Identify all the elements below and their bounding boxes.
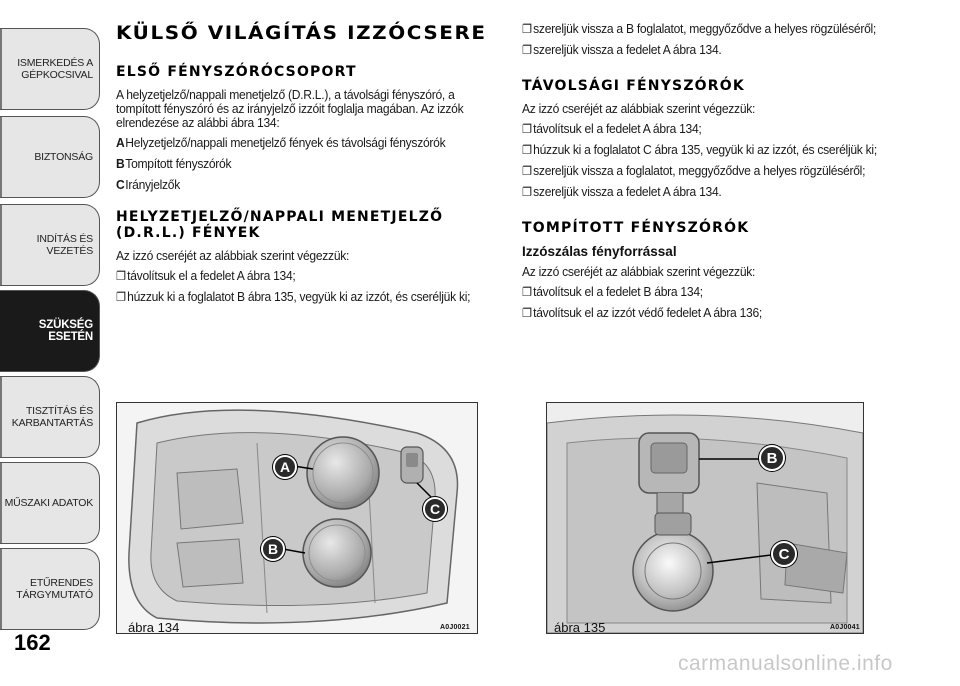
checkbox-bullet-icon: ❐ <box>116 269 126 283</box>
section-intro: Az izzó cseréjét az alábbiak szerint végezzük: <box>522 264 756 279</box>
figure-caption: ábra 135 <box>554 620 606 635</box>
checkbox-bullet-icon: ❐ <box>522 43 532 57</box>
label-b-badge: B <box>759 445 785 471</box>
list-item: ❐ húzzuk ki a foglalatot B ábra 135, vegyük ki az izzót, és cseréljük ki; <box>116 289 471 304</box>
figure-code: A0J0021 <box>440 624 470 631</box>
checkbox-bullet-icon: ❐ <box>116 290 126 304</box>
checkbox-bullet-icon: ❐ <box>522 285 532 299</box>
tab-tisztitas[interactable]: TISZTÍTÁS ÉS KARBANTARTÁS <box>0 376 100 458</box>
item-text: Helyzetjelző/nappali menetjelző fények és távolsági fényszórók <box>125 135 446 150</box>
headlight-rear-illustration <box>117 403 477 633</box>
list-item: ❐ távolítsuk el az izzót védő fedelet A ábra 136; <box>522 305 763 320</box>
section-heading-helyzetjelzo: HELYZETJELZŐ/NAPPALI MENETJELZŐ (D.R.L.) FÉNYEK <box>116 209 444 241</box>
item-letter: A <box>116 135 125 150</box>
label-b-badge: B <box>261 537 285 561</box>
checkbox-bullet-icon: ❐ <box>522 122 532 136</box>
list-item: ❐ távolítsuk el a fedelet A ábra 134; <box>116 268 296 283</box>
checkbox-bullet-icon: ❐ <box>522 143 532 157</box>
tab-muszaki-adatok[interactable]: MŰSZAKI ADATOK <box>0 462 100 544</box>
list-item <box>116 136 496 150</box>
section-intro: Az izzó cseréjét az alábbiak szerint végezzük: <box>522 101 756 116</box>
subheading: Izzószálas fényforrással <box>522 244 677 259</box>
section-heading-tompitott: TOMPÍTOTT FÉNYSZÓRÓK <box>522 220 750 236</box>
figure-134 <box>116 402 478 634</box>
list-item: ❐ távolítsuk el a fedelet B ábra 134; <box>522 284 703 299</box>
checkbox-bullet-icon: ❐ <box>522 185 532 199</box>
item-text: Irányjelzők <box>125 177 181 192</box>
tab-szukseg-eseten[interactable]: SZÜKSÉG ESETÉN <box>0 290 100 372</box>
tab-biztonsag[interactable]: BIZTONSÁG <box>0 116 100 198</box>
section-intro: Az izzó cseréjét az alábbiak szerint végezzük: <box>116 248 350 263</box>
section-intro: A helyzetjelző/nappali menetjelző (D.R.L.), a távolsági fényszóró, a tompított fényszóró és az irányjelző izzóit foglalja magában. Az izzók elrendezése az alábbi ábra 134: <box>116 87 464 130</box>
list-item: ❐ távolítsuk el a fedelet A ábra 134; <box>522 121 702 136</box>
checkbox-bullet-icon: ❐ <box>522 306 532 320</box>
bulb-socket-illustration <box>547 403 863 633</box>
section-heading-tavolsagi: TÁVOLSÁGI FÉNYSZÓRÓK <box>522 78 745 94</box>
checkbox-bullet-icon: ❐ <box>522 164 532 178</box>
item-letter: C <box>116 177 125 192</box>
page-number: 162 <box>14 630 51 655</box>
right-column <box>522 22 932 327</box>
label-c-badge: C <box>423 497 447 521</box>
list-item: ❐ szereljük vissza a B foglalatot, meggyőződve a helyes rögzüléséről; <box>522 21 877 36</box>
tab-targymutato[interactable]: ETŰRENDES TÁRGYMUTATÓ <box>0 548 100 630</box>
label-a-badge: A <box>273 455 297 479</box>
figure-135 <box>546 402 864 634</box>
section-heading-elso-fenyszorocsoport: ELSŐ FÉNYSZÓRÓCSOPORT <box>116 64 357 80</box>
page-title: KÜLSŐ VILÁGÍTÁS IZZÓCSERE <box>116 22 487 44</box>
list-item <box>116 178 496 192</box>
checkbox-bullet-icon: ❐ <box>522 22 532 36</box>
list-item: ❐ húzzuk ki a foglalatot C ábra 135, vegyük ki az izzót, és cseréljük ki; <box>522 142 877 157</box>
left-column <box>116 22 498 311</box>
watermark: carmanualsonline.info <box>678 652 893 675</box>
tab-ismerkedes[interactable]: ISMERKEDÉS A GÉPKOCSIVAL <box>0 28 100 110</box>
tab-inditas[interactable]: INDÍTÁS ÉS VEZETÉS <box>0 204 100 286</box>
label-c-badge: C <box>771 541 797 567</box>
figure-caption: ábra 134 <box>128 620 180 635</box>
item-letter: B <box>116 156 125 171</box>
list-item: ❐ szereljük vissza a fedelet A ábra 134. <box>522 184 722 199</box>
list-item: ❐ szereljük vissza a foglalatot, meggyőződve a helyes rögzüléséről; <box>522 163 866 178</box>
list-item <box>116 157 496 171</box>
list-item: ❐ szereljük vissza a fedelet A ábra 134. <box>522 42 722 57</box>
item-text: Tompított fényszórók <box>125 156 232 171</box>
figure-code: A0J0041 <box>830 624 860 631</box>
